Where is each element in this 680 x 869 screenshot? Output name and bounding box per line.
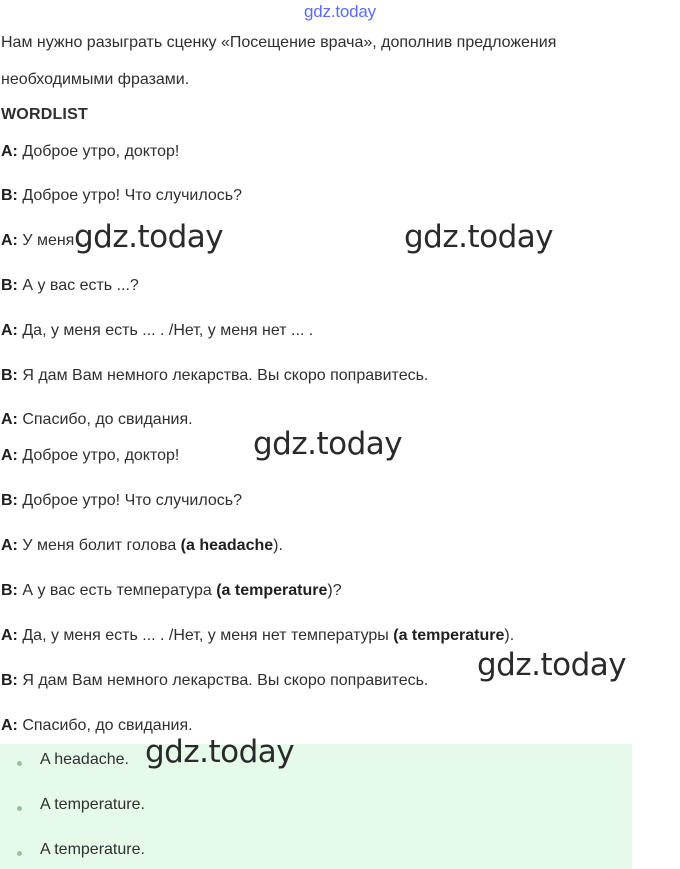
speaker-label: A: [1, 411, 18, 428]
speaker-label: A: [1, 627, 18, 644]
intro-line-1: Нам нужно разыграть сценку «Посещение врача», дополнив предложения [1, 34, 557, 51]
answer-text: Я дам Вам немного лекарства. Вы скоро поправитесь. [17, 672, 429, 689]
task-text: У меня ... [17, 232, 93, 249]
answer-text: Доброе утро, доктор! [17, 447, 180, 464]
task-line [1, 367, 428, 385]
answer-text: Доброе утро! Что случилось? [17, 492, 242, 509]
task-text: Да, у меня есть ... . /Нет, у меня нет ... . [17, 322, 314, 339]
speaker-label: B: [1, 672, 18, 689]
speaker-label: A: [1, 232, 18, 249]
answer-text-end: ). [504, 627, 515, 644]
watermark: gdz.today [477, 647, 627, 683]
bullet-dot [17, 806, 22, 811]
watermark: gdz.today [145, 734, 295, 770]
task-text: Спасибо, до свидания. [17, 411, 193, 428]
task-line [1, 143, 179, 161]
answer-line [1, 447, 179, 465]
task-text: Я дам Вам немного лекарства. Вы скоро поправитесь. [17, 367, 429, 384]
speaker-label: B: [1, 277, 18, 294]
watermark: gdz.today [404, 219, 554, 255]
watermark: gdz.today [74, 219, 224, 255]
answer-line [1, 672, 428, 690]
answer-text: Да, у меня есть ... . /Нет, у меня нет температуры [17, 627, 394, 644]
intro-line-2: необходимыми фразами. [1, 71, 190, 88]
answer-list-item: A temperature. [40, 796, 145, 813]
answer-line [1, 717, 193, 735]
task-text: А у вас есть ...? [17, 277, 139, 294]
site-watermark-top: gdz.today [304, 2, 376, 21]
speaker-label: A: [1, 322, 18, 339]
speaker-label: B: [1, 187, 18, 204]
answer-text: А у вас есть температура [17, 582, 217, 599]
speaker-label: B: [1, 582, 18, 599]
task-line [1, 187, 242, 205]
answer-text: У меня болит голова [17, 537, 181, 554]
wordlist-heading: WORDLIST [1, 106, 88, 123]
answer-line [1, 582, 342, 600]
bullet-dot [17, 761, 22, 766]
task-text: Доброе утро! Что случилось? [17, 187, 242, 204]
answer-line [1, 537, 283, 555]
answer-list-item: A headache. [40, 751, 129, 768]
speaker-label: B: [1, 492, 18, 509]
task-line [1, 322, 313, 340]
speaker-label: B: [1, 367, 18, 384]
answer-line [1, 627, 514, 645]
speaker-label: A: [1, 537, 18, 554]
answer-highlight: (a temperature [216, 582, 328, 599]
task-text: Доброе утро, доктор! [17, 143, 180, 160]
speaker-label: A: [1, 447, 18, 464]
bullet-dot [17, 851, 22, 856]
answer-highlight: (a headache [180, 537, 274, 554]
speaker-label: A: [1, 717, 18, 734]
watermark: gdz.today [253, 426, 403, 462]
task-line [1, 277, 139, 295]
task-line [1, 411, 193, 429]
answer-text-end: ). [273, 537, 283, 554]
answer-line [1, 492, 242, 510]
speaker-label: A: [1, 143, 18, 160]
answer-highlight: (a temperature [393, 627, 505, 644]
answer-text-end: )? [327, 582, 342, 599]
answer-list-item: A temperature. [40, 841, 145, 858]
answer-text: Спасибо, до свидания. [17, 717, 193, 734]
